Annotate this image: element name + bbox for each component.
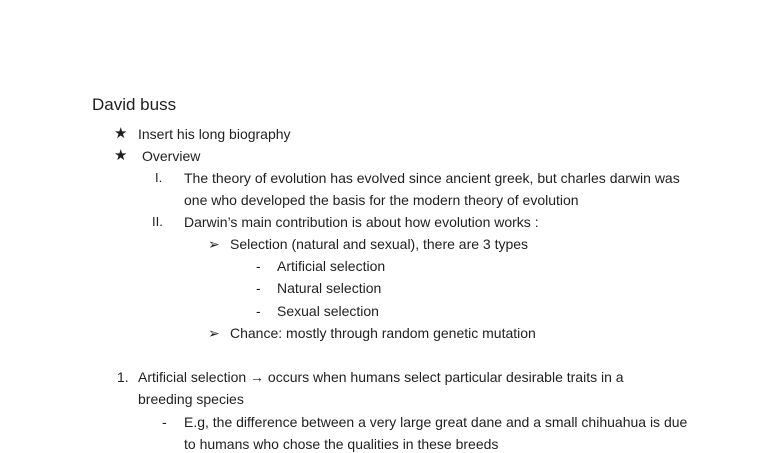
numbered-sub-line: to humans who chose the qualities in these breeds [184, 436, 499, 452]
numbered-sub-line: E.g, the difference between a very large great dane and a small chihuahua is due [184, 414, 688, 430]
bullet-overview: Overview [142, 148, 201, 164]
dash-bullet: - [256, 303, 261, 319]
numbered-item-line: breeding species [138, 391, 244, 407]
contribution-item: Chance: mostly through random genetic mutation [230, 325, 536, 341]
bullet-biography: Insert his long biography [138, 126, 291, 142]
dash-bullet: - [256, 280, 261, 296]
star-bullet-icon: ★ [114, 147, 128, 164]
contribution-item: Selection (natural and sexual), there are 3 types [230, 236, 529, 252]
document-title: David buss [92, 95, 177, 114]
arrow-bullet-icon: ➢ [208, 236, 220, 252]
star-bullet-icon: ★ [114, 125, 128, 142]
selection-type-item: Natural selection [277, 280, 382, 296]
arrow-bullet-icon: ➢ [208, 325, 220, 341]
overview-item-line: Darwin’s main contribution is about how evolution works : [184, 214, 539, 230]
overview-item-line: one who developed the basis for the modern theory of evolution [184, 192, 579, 208]
selection-type-item: Artificial selection [277, 258, 386, 274]
numbered-item-line: Artificial selection → occurs when humans select particular desirable traits in a [138, 369, 624, 385]
dash-bullet: - [162, 414, 167, 430]
dash-bullet: - [256, 258, 261, 274]
list-marker-ii: II. [152, 214, 163, 229]
selection-type-item: Sexual selection [277, 303, 379, 319]
list-marker-i: I. [155, 170, 163, 185]
overview-item-line: The theory of evolution has evolved since ancient greek, but charles darwin was [184, 170, 680, 186]
numbered-marker: 1. [117, 369, 129, 385]
